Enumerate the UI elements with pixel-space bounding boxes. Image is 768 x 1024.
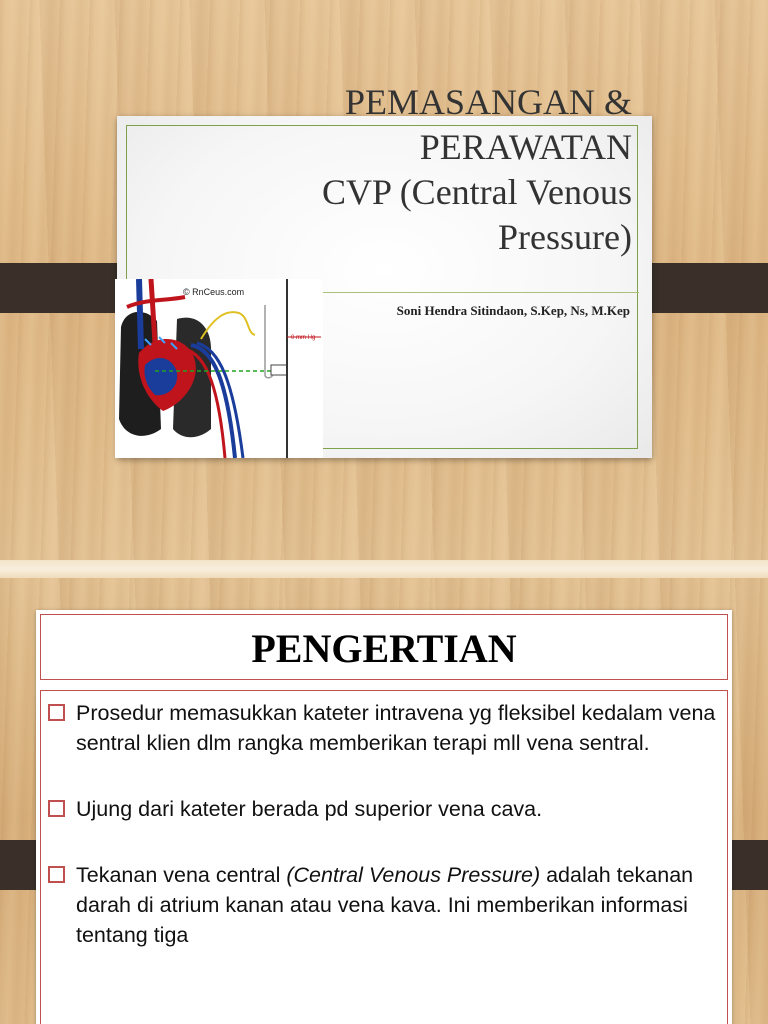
title-line-2: PERAWATAN bbox=[419, 127, 632, 167]
dark-band-right bbox=[728, 840, 768, 890]
bullet-item bbox=[44, 794, 724, 824]
bullet-text: Prosedur memasukkan kateter intravena yg fleksibel kedalam vena sentral klien dlm rangka memberikan terapi mll vena sentral. bbox=[76, 701, 716, 755]
slide-title bbox=[210, 80, 632, 260]
cvp-heart-diagram bbox=[115, 279, 323, 458]
content-slide bbox=[0, 578, 768, 1024]
content-card bbox=[36, 610, 732, 1024]
title-line-1: PEMASANGAN & bbox=[344, 82, 632, 122]
square-bullet-icon bbox=[48, 800, 65, 817]
title-line-3: CVP (Central Venous bbox=[322, 172, 632, 212]
bullet-text-italic: (Central Venous Pressure) bbox=[286, 863, 541, 887]
slide-divider bbox=[0, 560, 768, 578]
dark-band-left bbox=[0, 840, 40, 890]
author-name: Soni Hendra Sitindaon, S.Kep, Ns, M.Kep bbox=[396, 303, 630, 318]
subtitle-rule bbox=[284, 292, 639, 293]
heart-illustration bbox=[115, 279, 323, 458]
bullet-text: Ujung dari kateter berada pd superior vena cava. bbox=[76, 797, 543, 821]
bullet-list bbox=[44, 698, 724, 950]
diagram-copyright: © RnCeus.com bbox=[183, 287, 245, 297]
diagram-gauge-label: 0 mm Hg bbox=[291, 335, 316, 341]
square-bullet-icon bbox=[48, 866, 65, 883]
title-line-4: Pressure) bbox=[498, 217, 632, 257]
bullet-item bbox=[44, 698, 724, 758]
square-bullet-icon bbox=[48, 704, 65, 721]
slide-heading: PENGERTIAN bbox=[251, 626, 517, 671]
bullet-text-start: Tekanan vena central bbox=[76, 863, 287, 887]
bullet-item bbox=[44, 860, 724, 950]
bullet-text-end: adalah tekanan darah di atrium kanan atau vena kava. Ini memberikan informasi tentang tiga bbox=[76, 863, 694, 947]
